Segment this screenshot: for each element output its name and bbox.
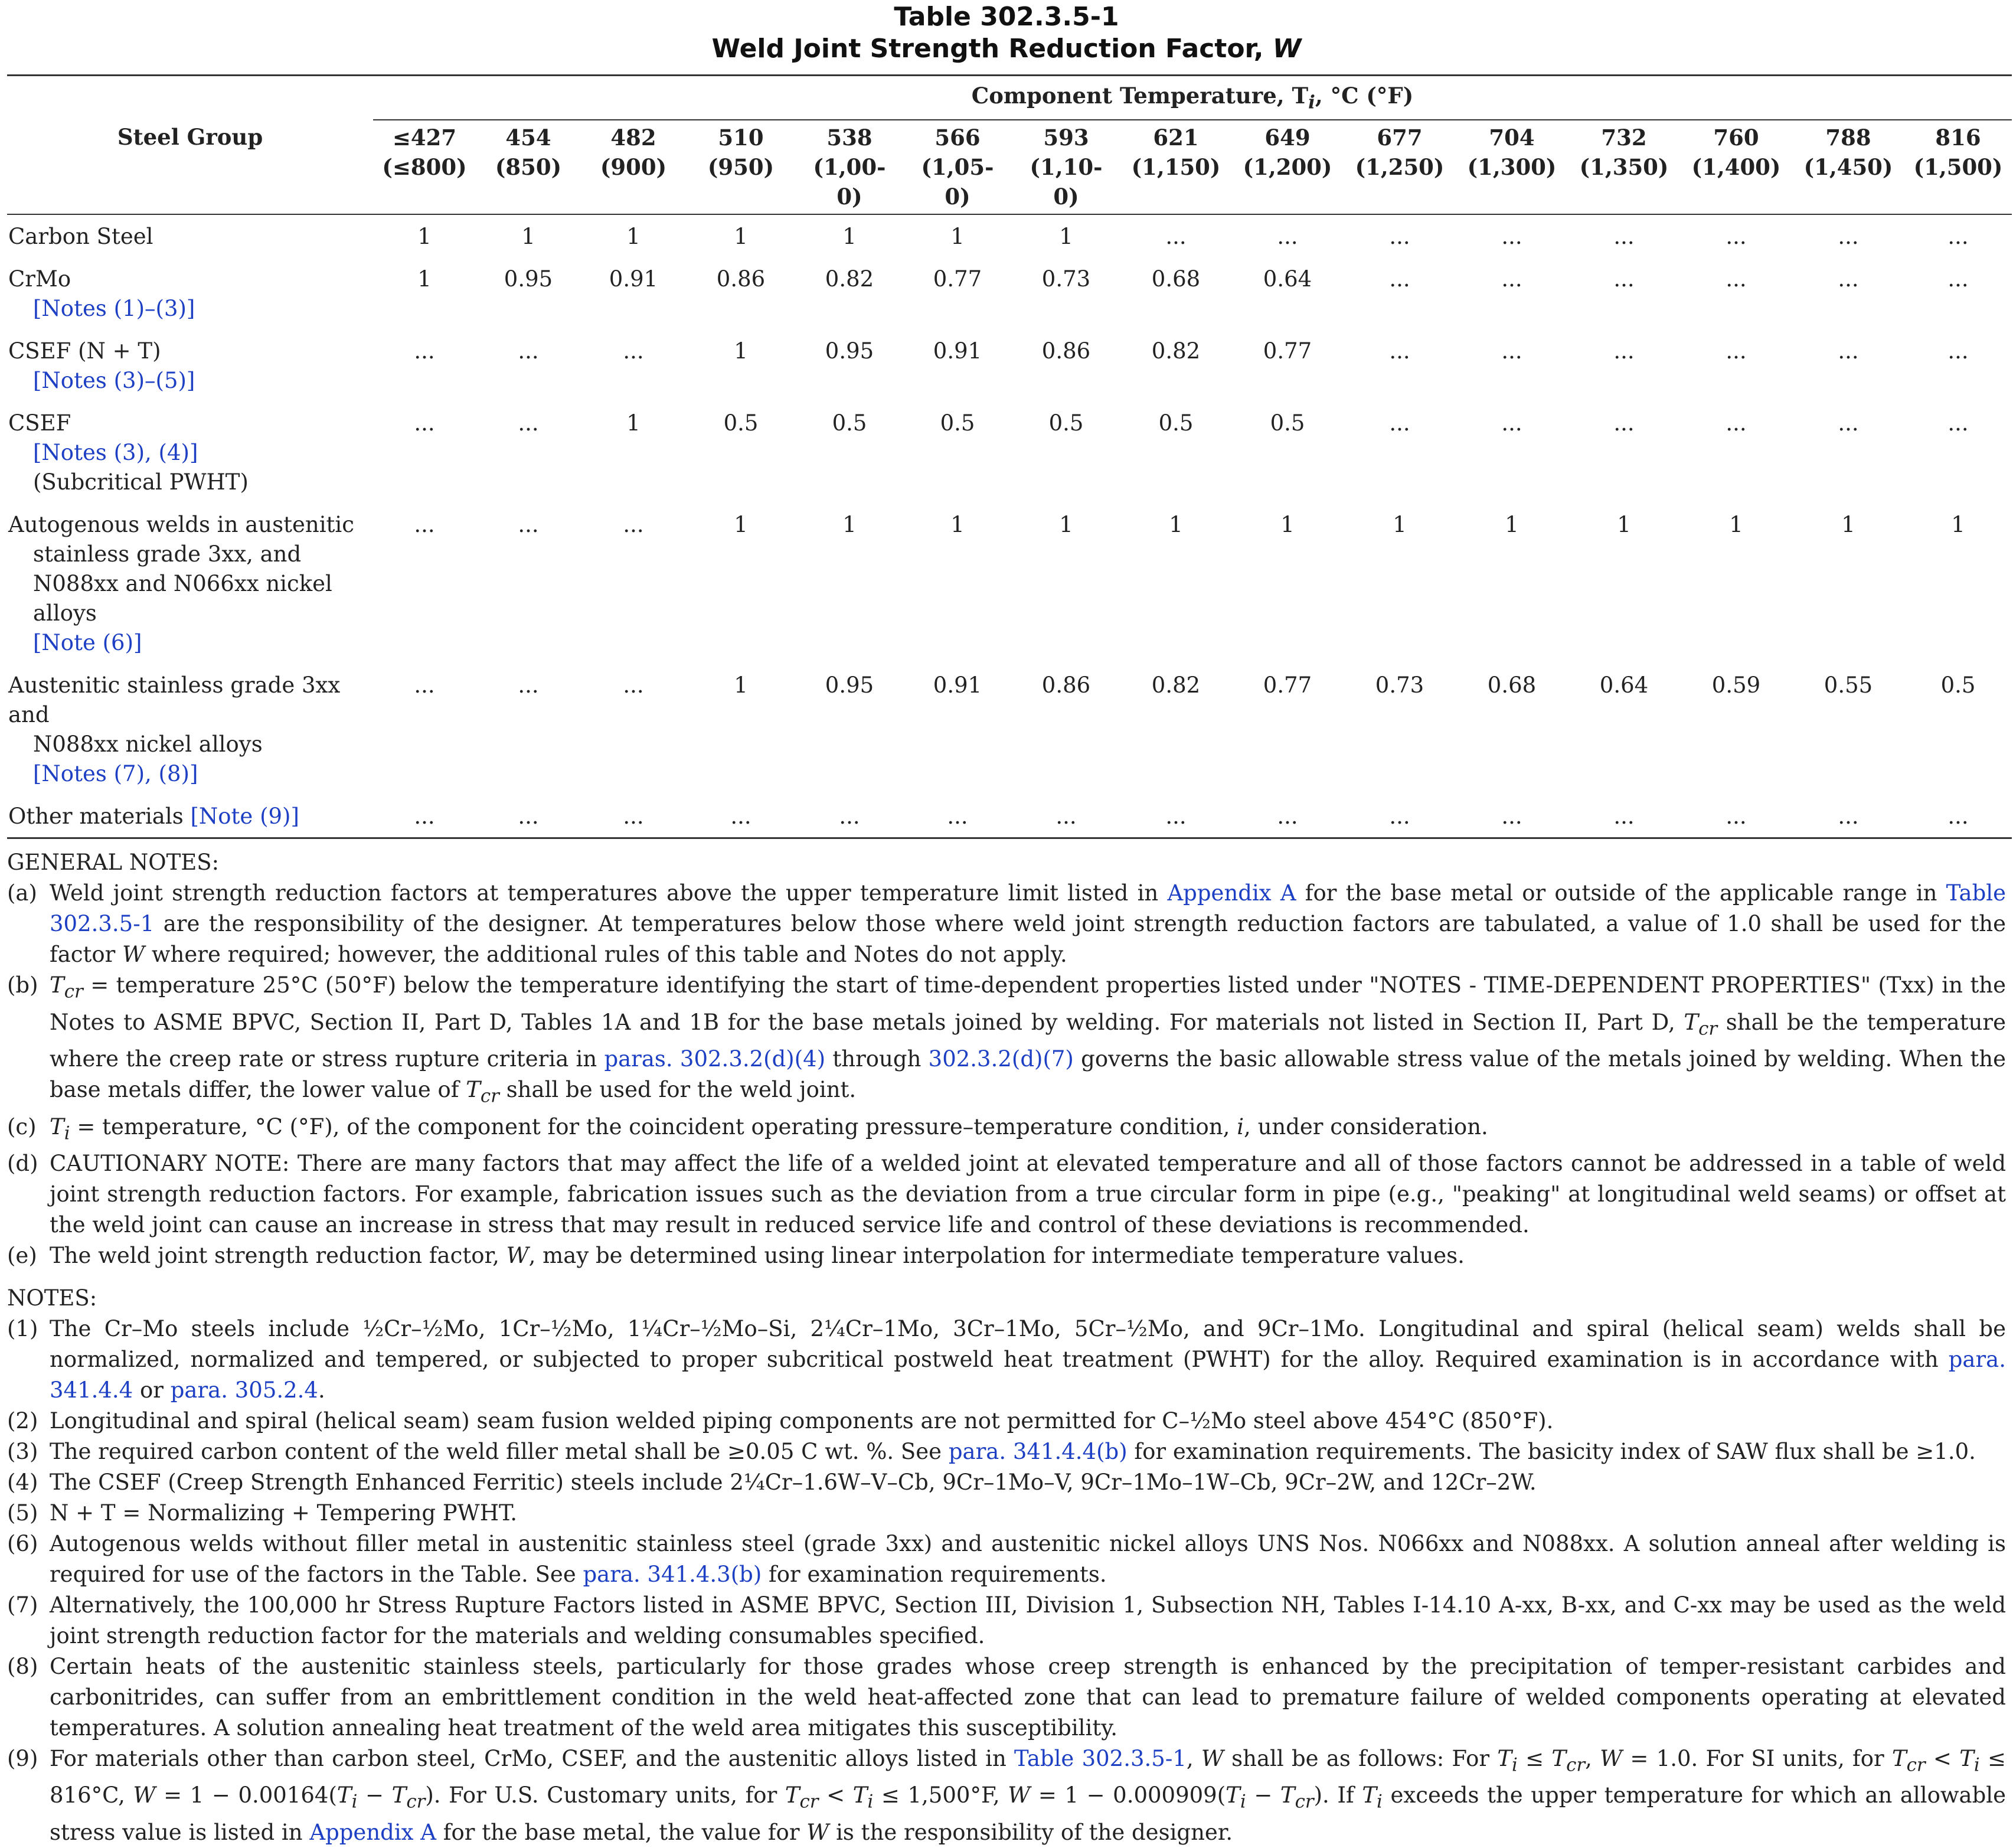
temp-column-header: 593 (1,10- 0) xyxy=(1012,120,1120,214)
factor-cell: 0.5 xyxy=(832,410,867,436)
factor-cell: 0.5 xyxy=(940,410,975,436)
factor-cell: 1 xyxy=(417,266,432,292)
factor-cell: 0.82 xyxy=(1151,672,1201,698)
steel-group-cell: Autogenous welds in austenitic stainless grade 3xx, and N088xx and N066xx nickel alloys [Note (6)] xyxy=(7,503,373,664)
temp-column-header: 621 (1,150) xyxy=(1120,120,1231,214)
factor-cell: 0.64 xyxy=(1599,672,1649,698)
factor-cell: 1 xyxy=(734,512,748,538)
table-row xyxy=(7,664,2012,795)
factor-cell: 0.86 xyxy=(1041,338,1091,364)
temp-column-header: 649 (1,200) xyxy=(1231,120,1344,214)
factor-cell: 1 xyxy=(1059,512,1073,538)
temp-column-header: 538 (1,00- 0) xyxy=(796,120,903,214)
factor-cell: ... xyxy=(1389,266,1410,292)
factor-cell: ... xyxy=(1947,410,1969,436)
factor-cell: ... xyxy=(518,410,539,436)
appendix-a-link[interactable]: Appendix A xyxy=(1167,880,1296,906)
factor-cell: ... xyxy=(1726,224,1747,250)
factor-cell: 0.77 xyxy=(933,266,982,292)
table-302-3-5-1-link[interactable]: Table 302.3.5-1 xyxy=(50,880,2007,937)
document-page xyxy=(7,0,2006,1848)
table-title-var: W xyxy=(1272,34,1302,64)
factor-cell: ... xyxy=(1838,338,1859,364)
factor-cell: 0.95 xyxy=(825,672,874,698)
factor-cell: ... xyxy=(1947,224,1969,250)
factor-cell: 0.5 xyxy=(1048,410,1084,436)
factor-cell: ... xyxy=(476,795,581,838)
factor-cell: ... xyxy=(1501,338,1522,364)
factor-cell: ... xyxy=(1838,224,1859,250)
factor-cell: 1 xyxy=(1059,224,1073,250)
para-302-3-2-d-7-link[interactable]: 302.3.2(d)(7) xyxy=(928,1046,1074,1072)
steel-group-cell: CSEF (N + T) [Notes (3)–(5)] xyxy=(7,329,373,401)
note-link[interactable]: [Note (6)] xyxy=(33,630,142,656)
steel-group-cell: Other materials [Note (9)] xyxy=(7,795,373,838)
factor-cell: 0.82 xyxy=(825,266,874,292)
appendix-a-link-2[interactable]: Appendix A xyxy=(309,1819,437,1845)
note-9: (9) For materials other than carbon steel, CrMo, CSEF, and the austenitic alloys listed in Table 302.3.5-1, W shall be as follows: For $T_i \le T_{cr}$, W = 1.0. For SI units, for $T_{cr} < T_i \le 816^\circ C$, $W = 1 - 0.00164(T_i - T_{cr})$. For U.S. Customary units, for $T_{cr} < T_i \le 1,500^\circ F$, $W = 1 - 0.000909(T_i - T_{cr})$. If $T_i$ exceeds the upper temperature for which an allowable stress value is listed in Appendix A for the base metal, the value for W is the responsibility of the designer. xyxy=(7,1745,2007,1845)
factor-cell: 0.91 xyxy=(609,266,658,292)
factor-cell: ... xyxy=(686,795,796,838)
general-notes-heading: GENERAL NOTES: xyxy=(7,850,220,876)
factor-cell: 0.5 xyxy=(1940,672,1976,698)
factor-cell: 0.91 xyxy=(933,672,982,698)
factor-cell: ... xyxy=(1613,224,1635,250)
factor-cell: ... xyxy=(1231,795,1344,838)
factor-cell: ... xyxy=(1904,795,2012,838)
factor-cell: ... xyxy=(373,795,476,838)
note-link[interactable]: [Notes (7), (8)] xyxy=(33,761,198,787)
temp-column-header: 482 (900) xyxy=(581,120,686,214)
factor-cell: 0.5 xyxy=(1158,410,1194,436)
table-row xyxy=(7,257,2012,329)
factor-cell: 0.5 xyxy=(1270,410,1305,436)
factor-cell: ... xyxy=(1389,410,1410,436)
table-number: Table 302.3.5-1 xyxy=(894,2,1119,32)
note-5: (5) N + T = Normalizing + Tempering PWHT. xyxy=(7,1500,517,1526)
factor-cell: 1 xyxy=(1729,512,1743,538)
table-title-text: Weld Joint Strength Reduction Factor, xyxy=(711,34,1273,64)
factor-cell: 1 xyxy=(626,410,640,436)
note-link[interactable]: [Notes (1)–(3)] xyxy=(33,296,195,322)
para-305-2-4-link[interactable]: para. 305.2.4 xyxy=(170,1377,318,1403)
table-row xyxy=(7,795,2012,838)
factor-cell: 1 xyxy=(1841,512,1855,538)
factor-cell: 0.68 xyxy=(1151,266,1201,292)
factor-cell: ... xyxy=(903,795,1012,838)
factor-cell: ... xyxy=(1613,410,1635,436)
factor-cell: 0.5 xyxy=(723,410,759,436)
factor-cell: 1 xyxy=(842,512,857,538)
table-row xyxy=(7,401,2012,503)
factor-cell: ... xyxy=(581,795,686,838)
factor-cell: ... xyxy=(1680,795,1792,838)
factor-cell: ... xyxy=(1501,224,1522,250)
factor-cell: ... xyxy=(1838,266,1859,292)
factor-cell: ... xyxy=(518,672,539,698)
factor-cell: ... xyxy=(1726,266,1747,292)
factor-cell: ... xyxy=(1568,795,1680,838)
temp-column-header: 454 (850) xyxy=(476,120,581,214)
para-341-4-4-link[interactable]: para. 341.4.4 xyxy=(50,1346,2006,1403)
note-link[interactable]: [Notes (3)–(5)] xyxy=(33,368,195,394)
factor-cell: ... xyxy=(1277,224,1298,250)
steel-group-qualifier: (Subcritical PWHT) xyxy=(33,469,249,495)
temp-column-header: 732 (1,350) xyxy=(1568,120,1680,214)
note-4: (4) The CSEF (Creep Strength Enhanced Ferritic) steels include 2¼Cr–1.6W–V–Cb, 9Cr–1Mo–V, 9Cr–1Mo–1W–Cb, 9Cr–2W, and 12Cr–2W. xyxy=(7,1469,1537,1495)
group-header-row xyxy=(7,82,2012,120)
factor-cell: 0.95 xyxy=(504,266,553,292)
factor-cell: 1 xyxy=(1951,512,1965,538)
note-link[interactable]: [Note (9)] xyxy=(190,804,299,830)
factor-cell: ... xyxy=(1501,266,1522,292)
factor-cell: 0.59 xyxy=(1711,672,1761,698)
paras-302-3-2-d-4-link[interactable]: paras. 302.3.2(d)(4) xyxy=(604,1046,826,1072)
note-7: (7) Alternatively, the 100,000 hr Stress Rupture Factors listed in ASME BPVC, Section III, Division 1, Subsection NH, Tables I-14.10 A-xx, B-xx, and C-xx may be used as the weld joint strength reduction factor for the materials and welding consumables specified. xyxy=(7,1592,2006,1648)
table-body xyxy=(7,214,2012,838)
factor-cell: ... xyxy=(414,338,435,364)
table-302-3-5-1-link-2[interactable]: Table 302.3.5-1 xyxy=(1014,1745,1187,1771)
factor-cell: 0.86 xyxy=(1041,672,1091,698)
temp-column-header: 510 (950) xyxy=(686,120,796,214)
factor-cell: ... xyxy=(1613,266,1635,292)
factor-cell: 0.82 xyxy=(1151,338,1201,364)
table-row xyxy=(7,214,2012,257)
factor-cell: ... xyxy=(1344,795,1456,838)
temp-column-header: 677 (1,250) xyxy=(1344,120,1456,214)
factor-cell: ... xyxy=(1165,224,1187,250)
note-8: (8) Certain heats of the austenitic stainless steels, particularly for those grades whose creep strength is enhanced by the precipitation of temper-resistant carbides and carbonitrides, can suffer from an embrittlement condition in the weld heat-affected zone that can lead to premature failure of welded components operating at elevated temperatures. A solution annealing heat treatment of the weld area mitigates this susceptibility. xyxy=(7,1653,2006,1741)
temp-column-header: ≤427 (≤800) xyxy=(373,120,476,214)
factor-cell: ... xyxy=(1838,410,1859,436)
factor-cell: ... xyxy=(1501,410,1522,436)
factor-cell: 1 xyxy=(842,224,857,250)
factor-cell: 0.86 xyxy=(716,266,766,292)
steel-group-cell: Austenitic stainless grade 3xx and N088xx nickel alloys [Notes (7), (8)] xyxy=(7,664,373,795)
factor-cell: ... xyxy=(1947,266,1969,292)
general-note-c: (c) $T_i$ = temperature, °C (°F), of the component for the coincident operating pressure–temperature condition, i, under consideration. xyxy=(7,1114,1488,1144)
factor-cell: 1 xyxy=(1617,512,1631,538)
factor-cell: 0.77 xyxy=(1263,338,1312,364)
note-1: (1) The Cr–Mo steels include ½Cr–½Mo, 1Cr–½Mo, 1¼Cr–½Mo–Si, 2¼Cr–1Mo, 3Cr–1Mo, 5Cr–½Mo, and 9Cr–1Mo. Longitudinal and spiral (helical seam) welds shall be normalized, normalized and tempered, or subjected to proper subcritical postweld heat treatment (PWHT) for the alloy. Required examination is in accordance with para. 341.4.4 or para. 305.2.4. xyxy=(7,1315,2006,1403)
factor-cell: ... xyxy=(1947,338,1969,364)
factor-cell: 0.73 xyxy=(1041,266,1091,292)
factor-cell: 1 xyxy=(734,672,748,698)
factor-cell: ... xyxy=(414,512,435,538)
general-note-d: (d) CAUTIONARY NOTE: There are many factors that may affect the life of a welded joint at elevated temperature and all of those factors cannot be addressed in a table of weld joint strength reduction factors. For example, fabrication issues such as the deviation from a true circular form in pipe (e.g., "peaking" at longitudinal weld seams) or offset at the weld joint can cause an increase in stress that may result in reduced service life and control of these deviations is recommended. xyxy=(7,1150,2006,1238)
notes-heading: NOTES: xyxy=(7,1285,97,1311)
factor-cell: 0.95 xyxy=(825,338,874,364)
factor-cell: 1 xyxy=(521,224,535,250)
factor-cell: ... xyxy=(623,672,644,698)
factor-cell: 0.68 xyxy=(1487,672,1537,698)
table-title-block xyxy=(7,0,2006,65)
factor-cell: 1 xyxy=(734,224,748,250)
factor-cell: 1 xyxy=(626,224,640,250)
temp-column-header: 704 (1,300) xyxy=(1456,120,1568,214)
column-header-row xyxy=(7,120,2012,214)
factor-cell: ... xyxy=(1456,795,1568,838)
factor-cell: ... xyxy=(1792,795,1904,838)
factor-cell: ... xyxy=(1389,338,1410,364)
general-note-b: (b) $T_{cr}$ = temperature 25°C (50°F) below the temperature identifying the start of time-dependent properties listed under "NOTES - TIME-DEPENDENT PROPERTIES" (Txx) in the Notes to ASME BPVC, Section II, Part D, Tables 1A and 1B for the base metals joined by welding. For materials not listed in Section II, Part D, $T_{cr}$ shall be the temperature where the creep rate or stress rupture criteria in paras. 302.3.2(d)(4) through 302.3.2(d)(7) governs the basic allowable stress value of the metals joined by welding. When the base metals differ, the lower value of $T_{cr}$ shall be used for the weld joint. xyxy=(7,972,2007,1107)
factor-cell: ... xyxy=(1012,795,1120,838)
note-6: (6) Autogenous welds without filler metal in austenitic stainless steel (grade 3xx) and austenitic nickel alloys UNS Nos. N066xx and N088xx. A solution anneal after welding is required for use of the factors in the Table. See para. 341.4.3(b) for examination requirements. xyxy=(7,1530,2006,1587)
general-note-e: (e) The weld joint strength reduction factor, W, may be determined using linear interpolation for intermediate temperature values. xyxy=(7,1242,1465,1268)
weld-factor-table xyxy=(7,74,2012,839)
factor-cell: 1 xyxy=(950,224,965,250)
temp-column-header: 566 (1,05- 0) xyxy=(903,120,1012,214)
factor-cell: 1 xyxy=(950,512,965,538)
factor-cell: 1 xyxy=(1169,512,1183,538)
factor-cell: 1 xyxy=(1280,512,1295,538)
factor-cell: ... xyxy=(623,512,644,538)
general-note-a: (a) Weld joint strength reduction factors at temperatures above the upper temperature limit listed in Appendix A for the base metal or outside of the applicable range in Table 302.3.5-1 are the responsibility of the designer. At temperatures below those where weld joint strength reduction factors are tabulated, a value of 1.0 shall be used for the factor W where required; however, the additional rules of this table and Notes do not apply. xyxy=(7,880,2007,968)
note-3: (3) The required carbon content of the weld filler metal shall be ≥0.05 C wt. %. See para. 341.4.4(b) for examination requirements. The basicity index of SAW flux shall be ≥1.0. xyxy=(7,1438,1976,1464)
factor-cell: ... xyxy=(1389,224,1410,250)
table-row xyxy=(7,329,2012,401)
temp-column-header: 760 (1,400) xyxy=(1680,120,1792,214)
temp-column-header: 788 (1,450) xyxy=(1792,120,1904,214)
steel-group-header: Steel Group xyxy=(7,120,373,214)
factor-cell: 0.73 xyxy=(1375,672,1424,698)
steel-group-cell: CSEF [Notes (3), (4)] (Subcritical PWHT) xyxy=(7,401,373,503)
steel-group-cell: CrMo [Notes (1)–(3)] xyxy=(7,257,373,329)
factor-cell: 0.64 xyxy=(1263,266,1312,292)
factor-cell: ... xyxy=(414,410,435,436)
component-temperature-header: Component Temperature, $T_i$, °C (°F) xyxy=(373,82,2012,120)
factor-cell: 1 xyxy=(1393,512,1407,538)
factor-cell: 0.55 xyxy=(1824,672,1873,698)
factor-cell: ... xyxy=(623,338,644,364)
para-341-4-3-b-link[interactable]: para. 341.4.3(b) xyxy=(583,1561,762,1587)
table-title xyxy=(7,33,2006,65)
factor-cell: ... xyxy=(1613,338,1635,364)
factor-cell: 0.77 xyxy=(1263,672,1312,698)
factor-cell: ... xyxy=(1726,410,1747,436)
para-341-4-4-b-link[interactable]: para. 341.4.4(b) xyxy=(948,1438,1128,1464)
factor-cell: 0.91 xyxy=(933,338,982,364)
factor-cell: ... xyxy=(518,512,539,538)
factor-cell: ... xyxy=(796,795,903,838)
factor-cell: 1 xyxy=(734,338,748,364)
note-link[interactable]: [Notes (3), (4)] xyxy=(33,440,198,466)
factor-cell: 1 xyxy=(417,224,432,250)
temp-column-header: 816 (1,500) xyxy=(1904,120,2012,214)
factor-cell: ... xyxy=(518,338,539,364)
factor-cell: ... xyxy=(1726,338,1747,364)
table-row xyxy=(7,503,2012,664)
factor-cell: ... xyxy=(1120,795,1231,838)
factor-cell: ... xyxy=(414,672,435,698)
general-notes xyxy=(7,847,2006,1847)
steel-group-cell: Carbon Steel xyxy=(8,224,153,250)
factor-cell: 1 xyxy=(1505,512,1519,538)
note-2: (2) Longitudinal and spiral (helical seam) seam fusion welded piping components are not permitted for C–½Mo steel above 454°C (850°F). xyxy=(7,1408,1554,1434)
